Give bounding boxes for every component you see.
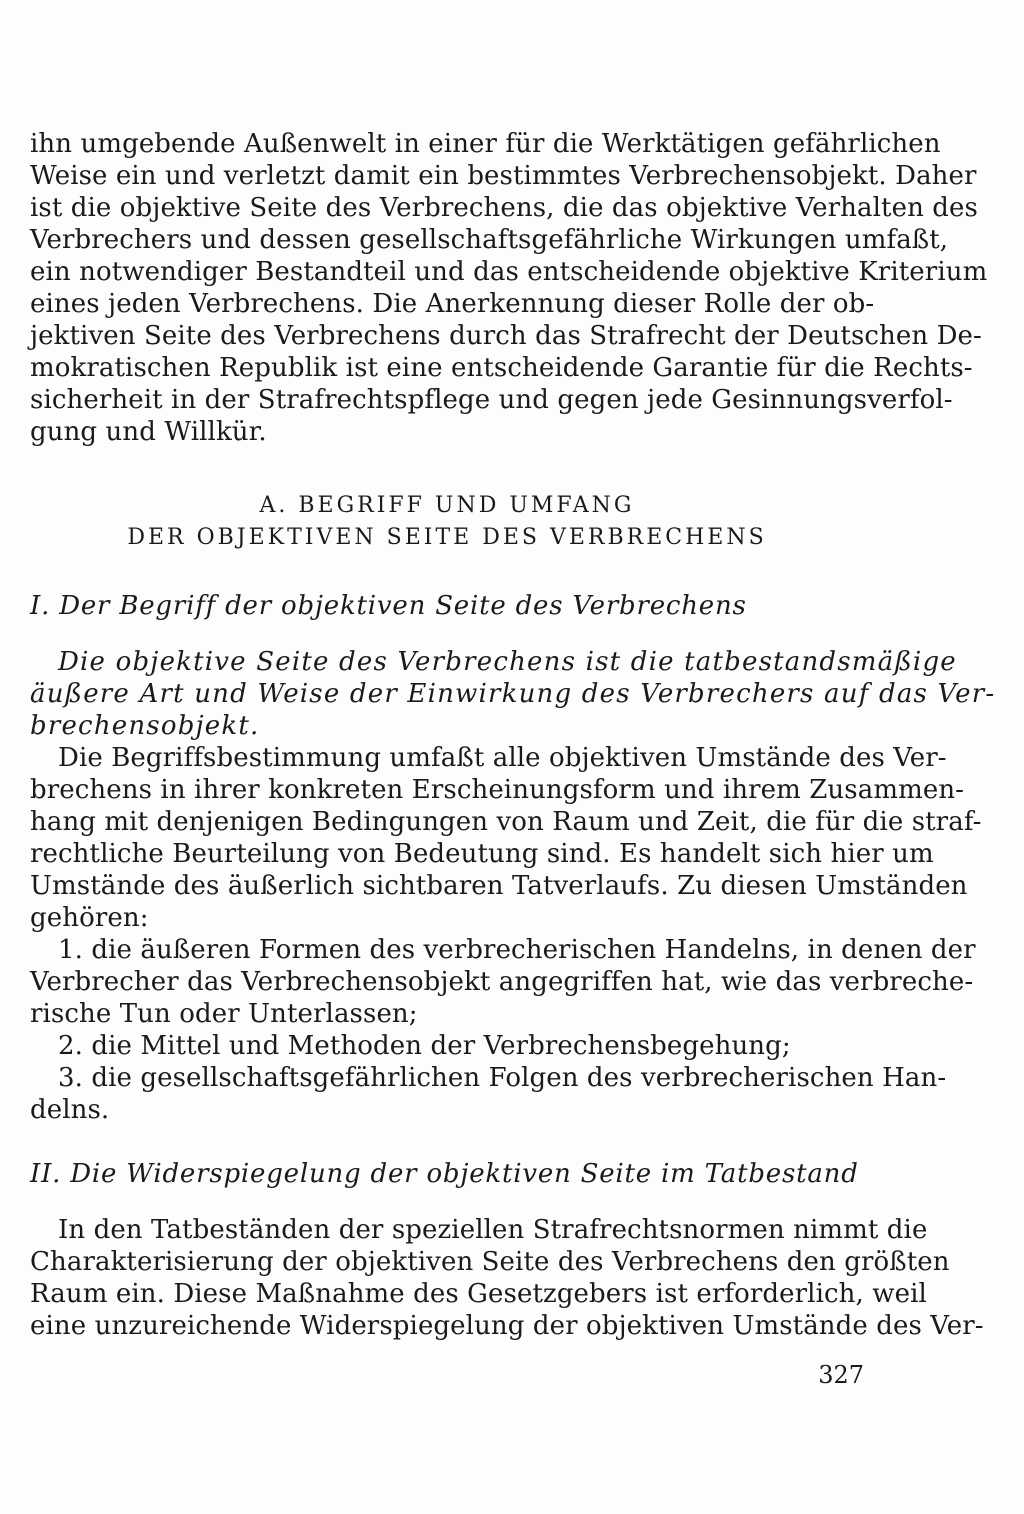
list-item-line: 2. die Mittel und Methoden der Verbrechensbegehung; — [58, 1031, 791, 1061]
subsection-title-text: II. Die Widerspiegelung der objektiven Seite im Tatbestand — [30, 1159, 859, 1189]
text-line: Die Begriffsbestimmung umfaßt alle objektiven Umstände des Ver- — [58, 743, 947, 773]
text-line: Charakterisierung der objektiven Seite des Verbrechens den größten — [30, 1247, 950, 1277]
text-line: Verbrechers und dessen gesellschaftsgefährliche Wirkungen umfaßt, — [30, 225, 949, 255]
text-line: mokratischen Republik ist eine entscheidende Garantie für die Rechts- — [30, 353, 973, 383]
text-line: eines jeden Verbrechens. Die Anerkennung dieser Rolle der ob- — [30, 289, 875, 319]
section-heading-line: DER OBJEKTIVEN SEITE DES VERBRECHENS — [127, 525, 767, 550]
text-line: Umstände des äußerlich sichtbaren Tatverlaufs. Zu diesen Umständen — [30, 871, 968, 901]
list-item-line: delns. — [30, 1095, 110, 1125]
list-item-line: rische Tun oder Unterlassen; — [30, 999, 418, 1029]
section-heading — [30, 490, 864, 554]
text-line: gung und Willkür. — [30, 417, 267, 447]
paragraph-intro — [30, 128, 988, 448]
text-line: ein notwendiger Bestandteil und das entscheidende objektive Kriterium — [30, 257, 988, 287]
text-line: hang mit denjenigen Bedingungen von Raum und Zeit, die für die straf- — [30, 807, 982, 837]
list-item-line: Verbrecher das Verbrechensobjekt angegriffen hat, wie das verbreche- — [30, 967, 974, 997]
page-number: 327 — [818, 1361, 864, 1389]
subsection-title-text: I. Der Begriff der objektiven Seite des Verbrechens — [30, 591, 747, 621]
text-line: brechens in ihrer konkreten Erscheinungsform und ihrem Zusammen- — [30, 775, 965, 805]
list-item-line: 3. die gesellschaftsgefährlichen Folgen des verbrecherischen Han- — [58, 1063, 947, 1093]
list-item-line: 1. die äußeren Formen des verbrecherischen Handelns, in denen der — [58, 935, 976, 965]
text-line: Weise ein und verletzt damit ein bestimmtes Verbrechensobjekt. Daher — [30, 161, 977, 191]
text-line: Raum ein. Diese Maßnahme des Gesetzgebers ist erforderlich, weil — [30, 1279, 927, 1309]
text-line: sicherheit in der Strafrechtspflege und gegen jede Gesinnungsverfol- — [30, 385, 953, 415]
text-line: jektiven Seite des Verbrechens durch das Strafrecht der Deutschen De- — [30, 321, 982, 351]
definition-line: äußere Art und Weise der Einwirkung des Verbrechers auf das Ver- — [30, 679, 996, 709]
subsection-body — [30, 646, 996, 1126]
text-line: eine unzureichende Widerspiegelung der objektiven Umstände des Ver- — [30, 1311, 984, 1341]
text-line: rechtliche Beurteilung von Bedeutung sind. Es handelt sich hier um — [30, 839, 934, 869]
section-heading-line: A. BEGRIFF UND UMFANG — [259, 493, 635, 518]
text-line: ihn umgebende Außenwelt in einer für die Werktätigen gefährlichen — [30, 129, 941, 159]
subsection-title — [30, 590, 864, 622]
text-line: gehören: — [30, 903, 149, 933]
subsection-body — [30, 1214, 984, 1342]
definition-line: brechensobjekt. — [30, 711, 260, 741]
text-line: In den Tatbeständen der speziellen Strafrechtsnormen nimmt die — [58, 1215, 928, 1245]
definition-line: Die objektive Seite des Verbrechens ist die tatbestandsmäßige — [58, 647, 957, 677]
text-line: ist die objektive Seite des Verbrechens, die das objektive Verhalten des — [30, 193, 978, 223]
subsection-title — [30, 1158, 864, 1190]
